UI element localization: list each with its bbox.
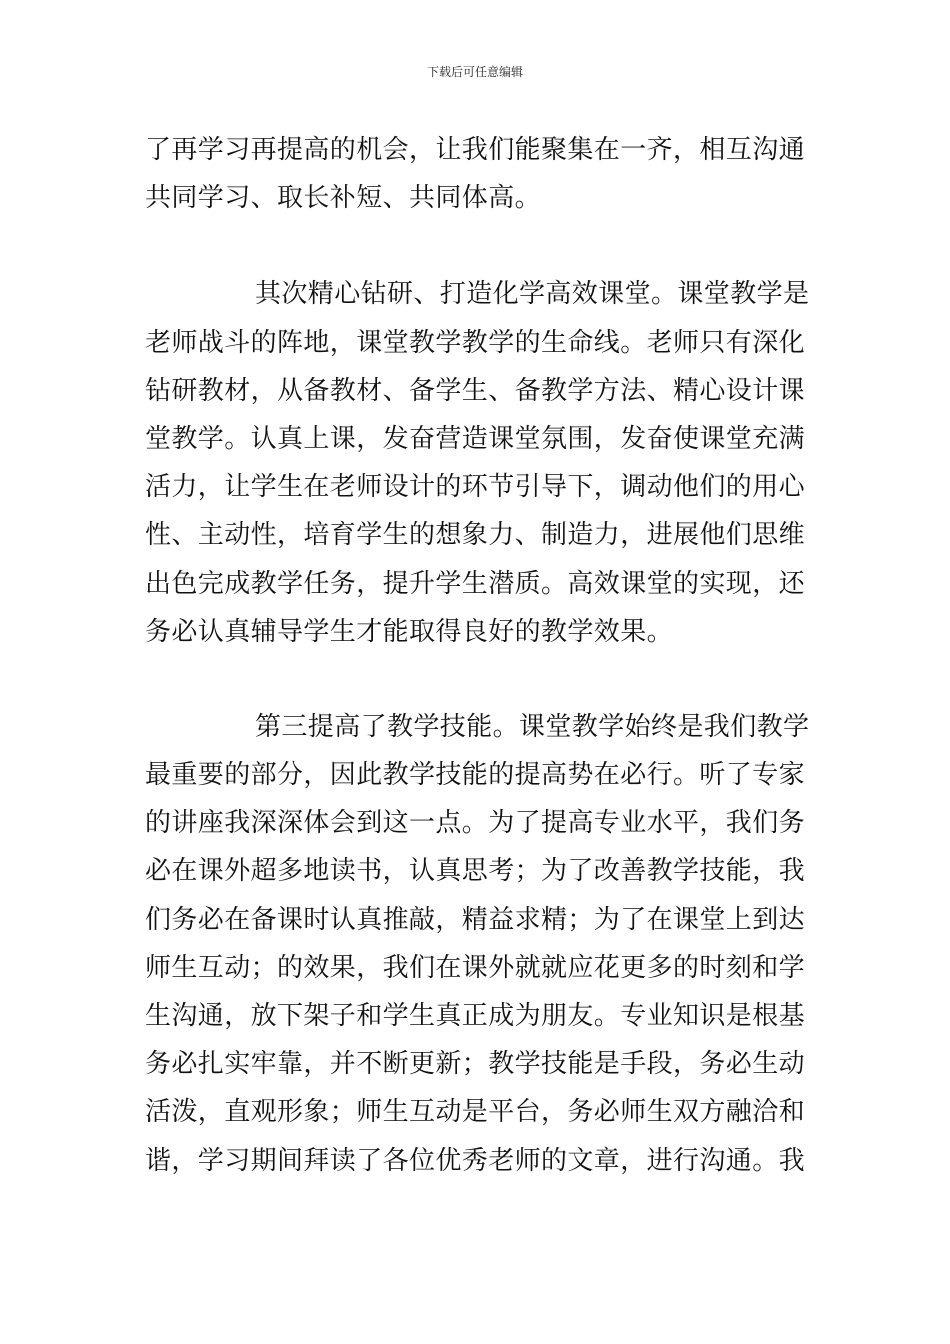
text-line: 务必扎实牢靠，并不断更新；教学技能是手段，务必生动 <box>145 1049 806 1080</box>
text-line: 堂教学。认真上课，发奋营造课堂氛围，发奋使课堂充满 <box>145 423 806 454</box>
text-line: 钻研教材，从备教材、备学生、备教学方法、精心设计课 <box>145 375 806 406</box>
text-line: 活泼，直观形象；师生互动是平台，务必师生双方融洽和 <box>145 1097 806 1128</box>
text-line: 们务必在备课时认真推敲，精益求精；为了在课堂上到达 <box>145 904 806 935</box>
text-line: 了再学习再提高的机会，让我们能聚集在一齐，相互沟通 <box>145 135 806 165</box>
page-header: 下载后可任意编辑 <box>426 65 523 79</box>
text-line-indented: 第三提高了教学技能。课堂教学始终是我们教学 <box>255 711 810 742</box>
text-line: 老师战斗的阵地，课堂教学教学的生命线。老师只有深化 <box>145 327 806 358</box>
text-line: 必在课外超多地读书，认真思考；为了改善教学技能，我 <box>145 856 806 887</box>
paragraph-2 <box>145 270 815 656</box>
text-line: 共同学习、取长补短、共同体高。 <box>145 183 542 214</box>
paragraph-3 <box>145 703 815 1185</box>
text-line: 性、主动性，培育学生的想象力、制造力，进展他们思维 <box>145 520 806 551</box>
document-body <box>145 126 815 1185</box>
paragraph-1 <box>145 126 815 222</box>
text-line-indented: 其次精心钻研、打造化学高效课堂。课堂教学是 <box>255 279 810 310</box>
text-line: 师生互动；的效果，我们在课外就就应花更多的时刻和学 <box>145 952 806 983</box>
text-line: 最重要的部分，因此教学技能的提高势在必行。听了专家 <box>145 760 806 791</box>
text-line: 务必认真辅导学生才能取得良好的教学效果。 <box>145 616 674 647</box>
text-line: 出色完成教学任务，提升学生潜质。高效课堂的实现，还 <box>145 568 806 599</box>
paragraph-gap <box>145 222 815 270</box>
text-line: 的讲座我深深体会到这一点。为了提高专业水平，我们务 <box>145 808 806 839</box>
text-line: 谐，学习期间拜读了各位优秀老师的文章，进行沟通。我 <box>145 1145 806 1176</box>
paragraph-gap <box>145 656 815 703</box>
text-line: 生沟通，放下架子和学生真正成为朋友。专业知识是根基 <box>145 1001 806 1031</box>
text-line: 活力，让学生在老师设计的环节引导下，调动他们的用心 <box>145 472 806 503</box>
